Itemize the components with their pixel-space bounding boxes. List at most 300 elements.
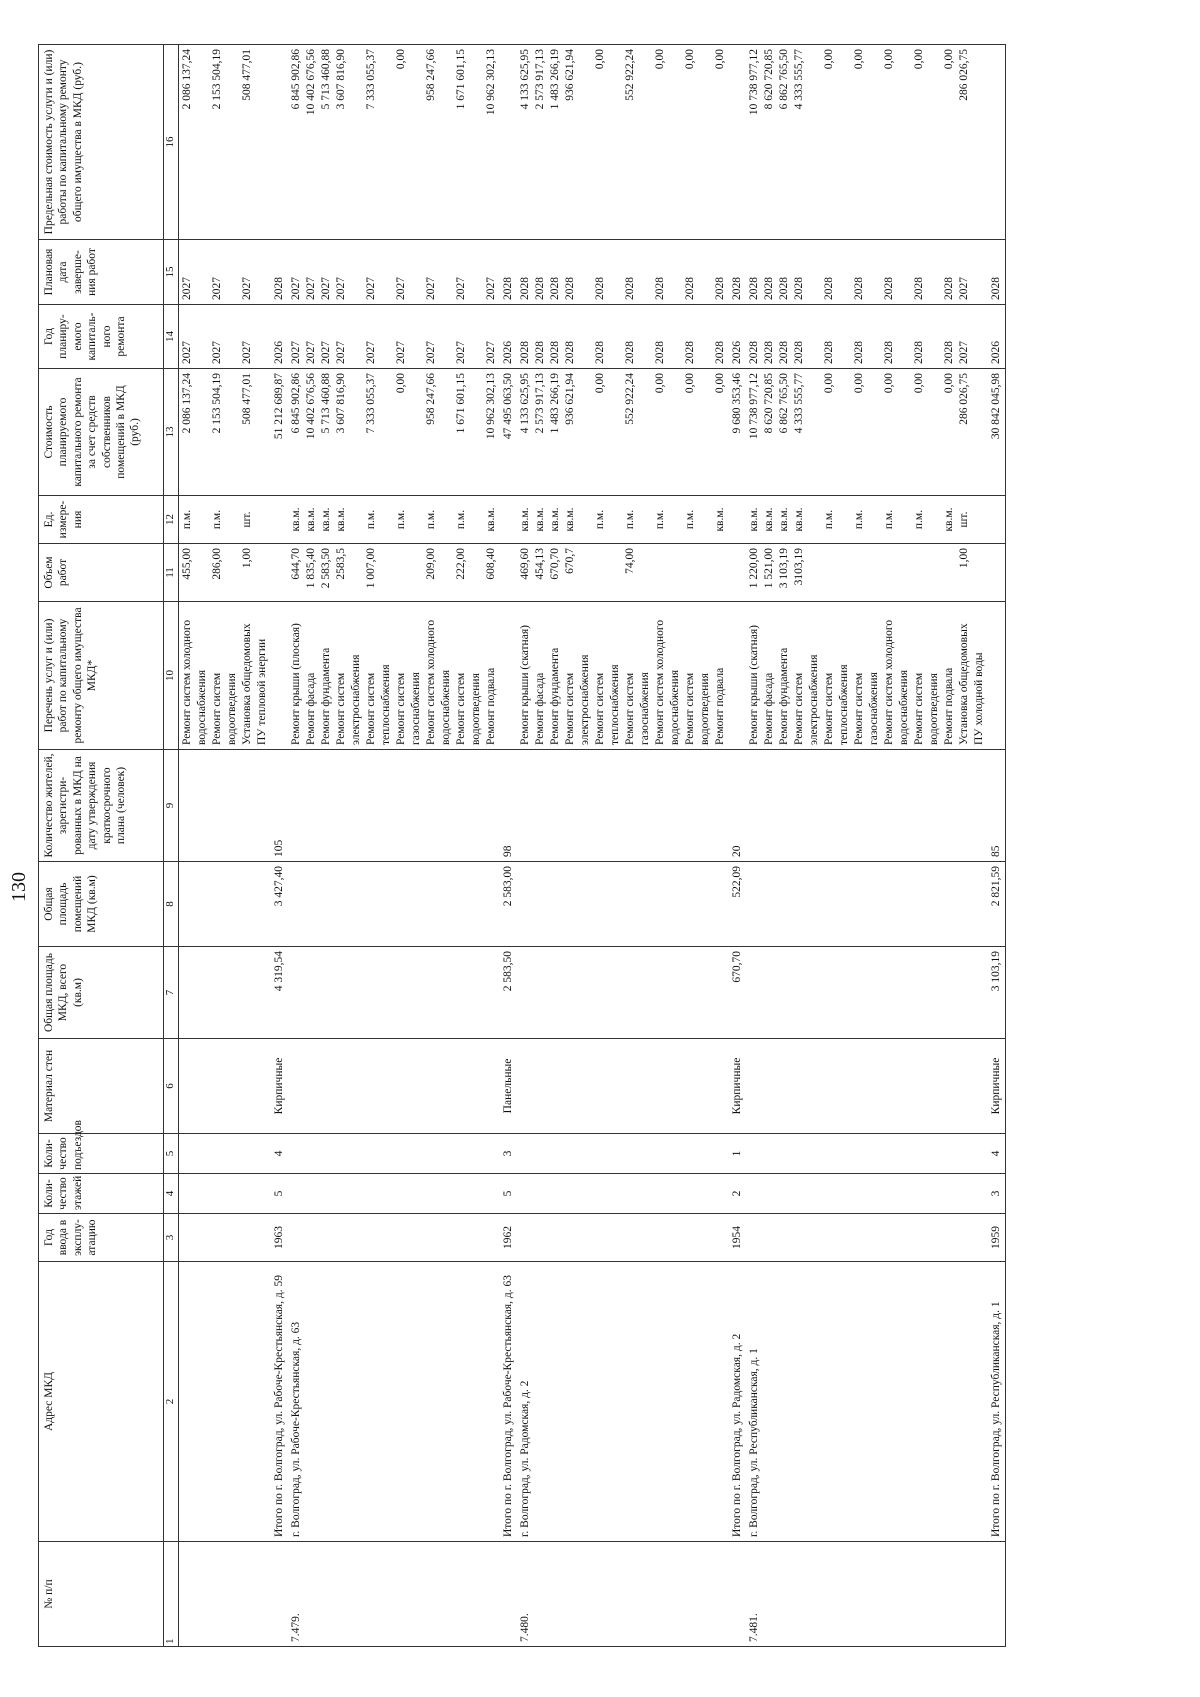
year-cell [288, 1214, 500, 1262]
column-number: 3 [164, 1214, 179, 1262]
unit-value [379, 500, 394, 539]
end-date-value [409, 244, 424, 300]
unit-value: кв.м. [564, 507, 576, 532]
unit-value [349, 500, 364, 539]
work-item: Ремонт фасада [534, 672, 546, 745]
end-date-list [746, 240, 988, 305]
limit-cost-value: 10 962 302,13 [485, 49, 497, 116]
cost-value [807, 373, 822, 491]
unit-value: п.м. [684, 509, 696, 530]
volume-value [638, 548, 653, 597]
end-date-value: 2028 [502, 277, 514, 300]
plan-year-value: 2027 [335, 341, 347, 364]
work-item: теплоснабжения [838, 664, 850, 745]
limit-cost-value: 0,00 [684, 49, 696, 70]
cost-value [608, 373, 623, 491]
unit-value: кв.м. [519, 507, 531, 532]
wall-material-cell: Панельные [500, 1039, 517, 1134]
volume-value [942, 548, 957, 597]
volume-value: 455,00 [181, 548, 193, 580]
work-item: Ремонт систем холодного [883, 619, 895, 745]
plan-year-value: 2028 [913, 341, 925, 364]
unit-value: п.м. [181, 509, 193, 530]
premises-area-cell [288, 862, 500, 947]
work-item: водоотведения [928, 673, 940, 745]
plan-year-value [867, 309, 882, 364]
plan-year-value: 2028 [823, 341, 835, 364]
end-date-value: 2028 [731, 277, 743, 300]
unit-value [837, 500, 852, 539]
limit-cost-value: 0,00 [883, 49, 895, 70]
cost-value [897, 373, 912, 491]
premises-area-cell: 522,09 [729, 862, 746, 947]
cost-value: 8 620 720,85 [763, 373, 775, 434]
work-item: Ремонт систем [455, 672, 467, 745]
plan-year-value: 2028 [594, 341, 606, 364]
premises-area-cell [517, 862, 729, 947]
header-cell: Количество жителей, зарегистри-рованных в МКД на дату утверждения краткосрочного плана (человек) [39, 750, 164, 862]
end-date-value: 2028 [913, 277, 925, 300]
plan-year-value: 2027 [395, 341, 407, 364]
header-cell: Общая площадь помещений МКД (кв.м) [39, 862, 164, 947]
work-item: электроснабжения [579, 654, 591, 745]
work-item: газоснабжения [410, 672, 422, 745]
end-date-list [500, 240, 517, 305]
year-cell [179, 1214, 272, 1262]
header-cell: Адрес МКД [39, 1262, 164, 1542]
row-number [729, 1542, 746, 1647]
end-date-value: 2028 [793, 277, 805, 300]
limit-cost-value: 0,00 [913, 49, 925, 70]
limit-cost-value: 3 607 816,90 [335, 49, 347, 110]
limit-cost-value: 0,00 [853, 49, 865, 70]
cost-value: 9 680 353,46 [731, 373, 743, 434]
volume-value [608, 548, 623, 597]
row-number [179, 1542, 272, 1647]
cost-value: 30 842 045,98 [990, 373, 1002, 440]
column-number: 7 [164, 947, 179, 1039]
limit-cost-value: 936 621,94 [564, 49, 576, 101]
unit-value: кв.м. [793, 507, 805, 532]
plan-year-value: 2028 [654, 341, 666, 364]
work-item: Ремонт систем холодного [181, 619, 193, 745]
volume-list [500, 544, 517, 602]
plan-year-value: 2028 [763, 341, 775, 364]
cost-value: 7 333 055,37 [365, 373, 377, 434]
plan-year-value [409, 309, 424, 364]
end-date-value: 2027 [320, 277, 332, 300]
works-list [746, 602, 988, 750]
work-item: Установка общедомовых [241, 623, 253, 745]
unit-value [989, 500, 1004, 539]
cost-value: 6 862 765,50 [778, 373, 790, 434]
floors-cell [517, 1174, 729, 1214]
work-item: Ремонт систем [211, 672, 223, 745]
cost-value [578, 373, 593, 491]
plan-year-value: 2028 [519, 341, 531, 364]
limit-cost-value [225, 49, 240, 235]
plan-year-value [698, 309, 713, 364]
cost-value: 0,00 [594, 373, 606, 394]
header-cell: Предельная стоимость услуги и (или) работы по капитальному ремонту общего имущества в МКД (руб.) [39, 45, 164, 240]
limit-cost-value [195, 49, 210, 235]
plan-year-value [225, 309, 240, 364]
work-item: Ремонт подвала [943, 667, 955, 745]
cost-value [379, 373, 394, 491]
units-list [271, 496, 288, 544]
limit-cost-list [288, 45, 500, 240]
plan-year-value: 2026 [502, 341, 514, 364]
end-date-value: 2028 [519, 277, 531, 300]
end-date-list [988, 240, 1006, 305]
plan-year-list [288, 305, 500, 369]
entrances-cell [517, 1134, 729, 1174]
cost-value: 0,00 [943, 373, 955, 394]
end-date-value [972, 244, 987, 300]
limit-cost-value: 10 402 676,56 [305, 49, 317, 116]
cost-value [698, 373, 713, 491]
limit-cost-value [897, 49, 912, 235]
volume-value: 1,00 [958, 548, 970, 569]
unit-value: кв.м. [763, 507, 775, 532]
table-row [517, 45, 729, 1647]
cost-value: 508 477,01 [241, 373, 253, 425]
total-area-cell [179, 947, 272, 1039]
floors-cell: 5 [500, 1174, 517, 1214]
limit-cost-value [867, 49, 882, 235]
works-list [988, 602, 1006, 750]
end-date-value [255, 244, 270, 300]
plan-year-value: 2027 [320, 341, 332, 364]
volume-value [225, 548, 240, 597]
cost-list [729, 369, 746, 496]
work-item: Ремонт систем холодного [654, 619, 666, 745]
work-item: Ремонт систем [594, 672, 606, 745]
end-date-value [379, 244, 394, 300]
volume-value: 286,00 [211, 548, 223, 580]
end-date-value: 2028 [549, 277, 561, 300]
volume-value [989, 548, 1004, 597]
cost-value [927, 373, 942, 491]
unit-value [927, 500, 942, 539]
residents-cell: 105 [271, 750, 288, 862]
units-list [288, 496, 500, 544]
end-date-value [578, 244, 593, 300]
limit-cost-value [379, 49, 394, 235]
unit-value: кв.м. [320, 507, 332, 532]
page-number: 130 [8, 872, 30, 902]
cost-value: 0,00 [395, 373, 407, 394]
work-item: Ремонт фундамента [549, 647, 561, 745]
cost-value: 3 607 816,90 [335, 373, 347, 434]
plan-year-value [349, 309, 364, 364]
unit-value [255, 500, 270, 539]
limit-cost-value: 5 713 460,88 [320, 49, 332, 110]
limit-cost-value [349, 49, 364, 235]
unit-value: шт. [958, 511, 970, 528]
cost-value: 6 845 902,86 [290, 373, 302, 434]
column-number: 6 [164, 1039, 179, 1134]
address-cell: Итого по г. Волгоград, ул. Рабоче-Крестьянская, д. 63 [500, 1262, 517, 1542]
total-row [500, 45, 517, 1647]
column-number: 16 [164, 45, 179, 240]
volume-value [713, 548, 728, 597]
end-date-value [668, 244, 683, 300]
plan-year-value [195, 309, 210, 364]
units-list [988, 496, 1006, 544]
work-item [501, 606, 516, 745]
cost-value [867, 373, 882, 491]
work-item: Ремонт систем холодного [425, 619, 437, 745]
works-list [179, 602, 272, 750]
work-item: газоснабжения [639, 672, 651, 745]
total-area-cell [517, 947, 729, 1039]
header-cell: Общая площадь МКД, всего (кв.м) [39, 947, 164, 1039]
volume-list [988, 544, 1006, 602]
cost-list [271, 369, 288, 496]
end-date-value [608, 244, 623, 300]
plan-year-value: 2027 [211, 341, 223, 364]
wall-material-cell: Кирпичные [988, 1039, 1006, 1134]
cost-value: 5 713 460,88 [320, 373, 332, 434]
entrances-cell [288, 1134, 500, 1174]
volume-value [195, 548, 210, 597]
plan-year-value [578, 309, 593, 364]
plan-year-list [746, 305, 988, 369]
end-date-value: 2028 [624, 277, 636, 300]
end-date-value: 2028 [883, 277, 895, 300]
work-item [989, 606, 1004, 745]
floors-cell [746, 1174, 988, 1214]
cost-value: 10 402 676,56 [305, 373, 317, 440]
unit-value: кв.м. [305, 507, 317, 532]
volume-value: 209,00 [425, 548, 437, 580]
limit-cost-value: 1 483 266,19 [549, 49, 561, 110]
row-number [988, 1542, 1006, 1647]
plan-year-value: 2026 [990, 341, 1002, 364]
header-cell: Год ввода в эксплу-атацию [39, 1214, 164, 1262]
limit-cost-value: 552 922,24 [624, 49, 636, 101]
unit-value: кв.м. [290, 507, 302, 532]
limit-cost-value: 508 477,01 [241, 49, 253, 101]
limit-cost-value: 4 133 625,95 [519, 49, 531, 110]
floors-cell [179, 1174, 272, 1214]
limit-cost-value: 0,00 [594, 49, 606, 70]
plan-year-value: 2027 [365, 341, 377, 364]
work-item: Ремонт фасада [305, 672, 317, 745]
unit-value [972, 500, 987, 539]
volume-value [822, 548, 837, 597]
row-number: 7.481. [746, 1542, 988, 1647]
unit-value: п.м. [654, 509, 666, 530]
unit-value [698, 500, 713, 539]
column-number-row [164, 45, 179, 1647]
end-date-value [225, 244, 240, 300]
works-list [729, 602, 746, 750]
volume-value [379, 548, 394, 597]
limit-cost-value: 286 026,75 [958, 49, 970, 101]
wall-material-cell [517, 1039, 729, 1134]
work-item: водоотведения [470, 673, 482, 745]
volume-value: 1 007,00 [365, 548, 377, 589]
premises-area-cell: 2 583,00 [500, 862, 517, 947]
plan-year-list [988, 305, 1006, 369]
end-date-value: 2027 [425, 277, 437, 300]
cost-value [225, 373, 240, 491]
work-item: теплоснабжения [380, 664, 392, 745]
cost-value [255, 373, 270, 491]
work-item: ПУ холодной воды [973, 652, 985, 745]
year-cell [746, 1214, 988, 1262]
plan-year-value: 2027 [241, 341, 253, 364]
limit-cost-value [730, 49, 745, 235]
volume-list [746, 544, 988, 602]
limit-cost-value [439, 49, 454, 235]
limit-cost-list [517, 45, 729, 240]
cost-value: 51 212 689,87 [273, 373, 285, 440]
work-item: Ремонт систем [853, 672, 865, 745]
cost-value [668, 373, 683, 491]
cost-value: 0,00 [913, 373, 925, 394]
works-list [288, 602, 500, 750]
end-date-value [469, 244, 484, 300]
limit-cost-list [271, 45, 288, 240]
end-date-value [439, 244, 454, 300]
limit-cost-value [807, 49, 822, 235]
address-cell: Итого по г. Волгоград, ул. Радомская, д. 2 [729, 1262, 746, 1542]
limit-cost-value: 0,00 [943, 49, 955, 70]
unit-value [608, 500, 623, 539]
year-cell [517, 1214, 729, 1262]
cost-value: 936 621,94 [564, 373, 576, 425]
limit-cost-list [988, 45, 1006, 240]
cost-value: 1 671 601,15 [455, 373, 467, 434]
plan-year-value: 2027 [290, 341, 302, 364]
plan-year-value [439, 309, 454, 364]
plan-year-value: 2028 [564, 341, 576, 364]
limit-cost-list [500, 45, 517, 240]
volume-value [409, 548, 424, 597]
volume-value [349, 548, 364, 597]
limit-cost-value: 0,00 [823, 49, 835, 70]
limit-cost-value [272, 49, 287, 235]
volume-value [867, 548, 882, 597]
cost-value: 10 962 302,13 [485, 373, 497, 440]
end-date-value [698, 244, 713, 300]
year-cell: 1959 [988, 1214, 1006, 1262]
end-date-list [517, 240, 729, 305]
limit-cost-list [729, 45, 746, 240]
volume-value [912, 548, 927, 597]
cost-value [837, 373, 852, 491]
end-date-list [271, 240, 288, 305]
end-date-value: 2027 [485, 277, 497, 300]
plan-year-list [271, 305, 288, 369]
volume-value [807, 548, 822, 597]
works-list [271, 602, 288, 750]
unit-value [807, 500, 822, 539]
limit-cost-value: 7 333 055,37 [365, 49, 377, 110]
cost-value: 958 247,66 [425, 373, 437, 425]
plan-year-value: 2027 [425, 341, 437, 364]
address-cell: Итого по г. Волгоград, ул. Рабоче-Крестьянская, д. 59 [271, 1262, 288, 1542]
floors-cell: 2 [729, 1174, 746, 1214]
work-item: Ремонт фундамента [778, 647, 790, 745]
work-item: Ремонт фасада [763, 672, 775, 745]
plan-year-value [608, 309, 623, 364]
wall-material-cell: Кирпичные [271, 1039, 288, 1134]
plan-year-value: 2028 [534, 341, 546, 364]
units-list [179, 496, 272, 544]
premises-area-cell [746, 862, 988, 947]
plan-year-value [469, 309, 484, 364]
end-date-value: 2028 [853, 277, 865, 300]
limit-cost-value: 958 247,66 [425, 49, 437, 101]
end-date-value: 2027 [958, 277, 970, 300]
limit-cost-value [668, 49, 683, 235]
unit-value: кв.м. [748, 507, 760, 532]
volume-value [272, 548, 287, 597]
end-date-value: 2028 [654, 277, 666, 300]
units-list [729, 496, 746, 544]
cost-value: 0,00 [714, 373, 726, 394]
work-item: водоснабжения [898, 669, 910, 745]
work-item: Ремонт систем [624, 672, 636, 745]
floors-cell: 3 [988, 1174, 1006, 1214]
limit-cost-value [501, 49, 516, 235]
year-cell: 1954 [729, 1214, 746, 1262]
limit-cost-value: 0,00 [654, 49, 666, 70]
end-date-value: 2028 [943, 277, 955, 300]
entrances-cell [746, 1134, 988, 1174]
cost-list [746, 369, 988, 496]
plan-year-value: 2028 [943, 341, 955, 364]
plan-year-value [927, 309, 942, 364]
end-date-value: 2028 [594, 277, 606, 300]
work-item: Установка общедомовых [958, 623, 970, 745]
column-number: 14 [164, 305, 179, 369]
cost-list [179, 369, 272, 496]
volume-value [668, 548, 683, 597]
address-cell: г. Волгоград, ул. Рабоче-Крестьянская, д. 63 [288, 1262, 500, 1542]
volume-value: 670,7 [564, 548, 576, 574]
work-item: водоотведения [226, 673, 238, 745]
floors-cell: 5 [271, 1174, 288, 1214]
total-row [271, 45, 288, 1647]
work-item: Ремонт систем [793, 672, 805, 745]
volume-value: 2 583,50 [320, 548, 332, 589]
limit-cost-value [578, 49, 593, 235]
table-row [288, 45, 500, 1647]
works-list [500, 602, 517, 750]
column-number: 15 [164, 240, 179, 305]
address-cell: г. Волгоград, ул. Республиканская, д. 1 [746, 1262, 988, 1542]
limit-cost-list [179, 45, 272, 240]
volume-value [837, 548, 852, 597]
cost-value: 2 086 137,24 [181, 373, 193, 434]
total-area-cell [288, 947, 500, 1039]
unit-value [638, 500, 653, 539]
work-item: Ремонт систем [913, 672, 925, 745]
end-date-value: 2027 [455, 277, 467, 300]
work-item [272, 606, 287, 745]
plan-year-value [807, 309, 822, 364]
work-item: Ремонт систем [684, 672, 696, 745]
unit-value [897, 500, 912, 539]
volume-value: 670,70 [549, 548, 561, 580]
volume-value [593, 548, 608, 597]
entrances-cell: 1 [729, 1134, 746, 1174]
